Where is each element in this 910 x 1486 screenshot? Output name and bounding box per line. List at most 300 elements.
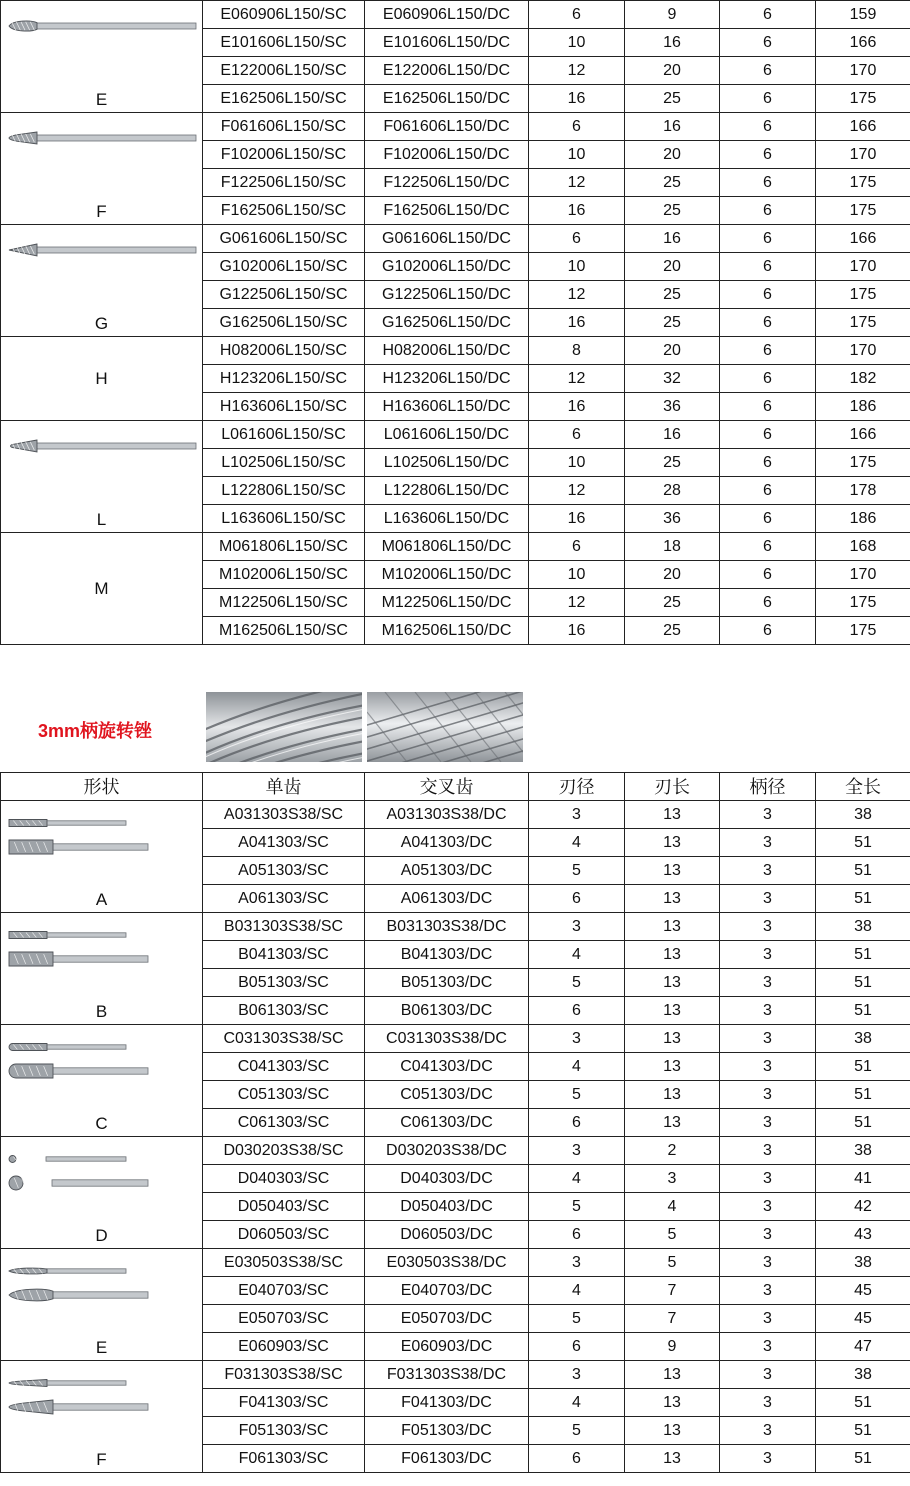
cutter-length: 13 — [625, 1081, 720, 1109]
shank-diameter: 3 — [720, 1361, 816, 1389]
double-cut-code: M122506L150/DC — [365, 589, 529, 617]
shank-diameter: 3 — [720, 1053, 816, 1081]
overall-length: 38 — [816, 913, 910, 941]
double-cut-code: C051303/DC — [365, 1081, 529, 1109]
double-cut-code: F102006L150/DC — [365, 141, 529, 169]
cutter-length: 13 — [625, 1389, 720, 1417]
single-cut-code: H123206L150/SC — [203, 365, 365, 393]
cutter-length: 9 — [625, 1333, 720, 1361]
shape-cell — [1, 113, 203, 225]
cutter-length: 13 — [625, 997, 720, 1025]
single-cut-code: B051303/SC — [203, 969, 365, 997]
overall-length: 186 — [816, 505, 910, 533]
cutter-length: 13 — [625, 913, 720, 941]
overall-length: 175 — [816, 449, 910, 477]
tree-round-burr-icon — [7, 123, 197, 153]
overall-length: 170 — [816, 57, 910, 85]
overall-length: 43 — [816, 1221, 910, 1249]
double-cut-code: E040703/DC — [365, 1277, 529, 1305]
double-cut-code: F041303/DC — [365, 1389, 529, 1417]
header-cutter-diameter: 刃径 — [529, 773, 625, 801]
double-cut-code: D030203S38/DC — [365, 1137, 529, 1165]
shank-diameter: 3 — [720, 1249, 816, 1277]
cutter-length: 25 — [625, 169, 720, 197]
cutter-length: 20 — [625, 141, 720, 169]
header-double-cut: 交叉齿 — [365, 773, 529, 801]
shank-diameter: 6 — [720, 617, 816, 645]
cutter-diameter: 10 — [529, 253, 625, 281]
shape-cell — [1, 913, 203, 1025]
double-cut-code: L163606L150/DC — [365, 505, 529, 533]
overall-length: 38 — [816, 1249, 910, 1277]
single-cut-code: M102006L150/SC — [203, 561, 365, 589]
overall-length: 170 — [816, 561, 910, 589]
single-cut-code: C041303/SC — [203, 1053, 365, 1081]
cylinder-ball-nose-burr-icon — [7, 1031, 197, 1087]
shank-diameter: 6 — [720, 57, 816, 85]
single-cut-code: E060903/SC — [203, 1333, 365, 1361]
double-cut-code: D040303/DC — [365, 1165, 529, 1193]
single-cut-code: G162506L150/SC — [203, 309, 365, 337]
shank-diameter: 3 — [720, 941, 816, 969]
overall-length: 166 — [816, 421, 910, 449]
tree-radius-burr-icon — [7, 1367, 197, 1423]
shank-diameter: 6 — [720, 449, 816, 477]
double-cut-texture-image — [367, 692, 523, 762]
shank-diameter: 6 — [720, 141, 816, 169]
shank-diameter: 3 — [720, 913, 816, 941]
overall-length: 51 — [816, 1053, 910, 1081]
shank-diameter: 3 — [720, 1305, 816, 1333]
shank-diameter: 3 — [720, 1221, 816, 1249]
cutter-length: 13 — [625, 1025, 720, 1053]
cutter-diameter: 6 — [529, 1109, 625, 1137]
cutter-diameter: 16 — [529, 197, 625, 225]
cutter-diameter: 10 — [529, 449, 625, 477]
single-cut-code: G102006L150/SC — [203, 253, 365, 281]
single-cut-code: A061303/SC — [203, 885, 365, 913]
shank-diameter: 3 — [720, 1025, 816, 1053]
cutter-length: 13 — [625, 857, 720, 885]
cutter-diameter: 10 — [529, 561, 625, 589]
shank-diameter: 6 — [720, 281, 816, 309]
overall-length: 186 — [816, 393, 910, 421]
cutter-length: 13 — [625, 1053, 720, 1081]
cutter-diameter: 12 — [529, 589, 625, 617]
table-row — [1, 1137, 910, 1165]
overall-length: 175 — [816, 281, 910, 309]
cutter-diameter: 16 — [529, 505, 625, 533]
cutter-length: 16 — [625, 113, 720, 141]
double-cut-code: G061606L150/DC — [365, 225, 529, 253]
cutter-length: 20 — [625, 253, 720, 281]
overall-length: 178 — [816, 477, 910, 505]
cutter-length: 13 — [625, 1361, 720, 1389]
shank-diameter: 3 — [720, 1137, 816, 1165]
shank-diameter: 6 — [720, 589, 816, 617]
double-cut-code: G102006L150/DC — [365, 253, 529, 281]
double-cut-code: D060503/DC — [365, 1221, 529, 1249]
cutter-length: 13 — [625, 801, 720, 829]
overall-length: 170 — [816, 141, 910, 169]
shank-diameter: 3 — [720, 1333, 816, 1361]
cutter-length: 4 — [625, 1193, 720, 1221]
single-cut-code: C031303S38/SC — [203, 1025, 365, 1053]
cutter-length: 3 — [625, 1165, 720, 1193]
cutter-diameter: 12 — [529, 281, 625, 309]
shank-diameter: 6 — [720, 533, 816, 561]
double-cut-code: B061303/DC — [365, 997, 529, 1025]
overall-length: 41 — [816, 1165, 910, 1193]
overall-length: 38 — [816, 801, 910, 829]
shank-diameter: 6 — [720, 393, 816, 421]
cutter-diameter: 6 — [529, 225, 625, 253]
single-cut-code: F061303/SC — [203, 1445, 365, 1473]
shank-diameter: 3 — [720, 997, 816, 1025]
overall-length: 38 — [816, 1025, 910, 1053]
shank-diameter: 3 — [720, 1389, 816, 1417]
cutter-length: 25 — [625, 281, 720, 309]
shank-diameter: 3 — [720, 829, 816, 857]
cutter-length: 18 — [625, 533, 720, 561]
single-cut-code: F031303S38/SC — [203, 1361, 365, 1389]
shank-diameter: 6 — [720, 197, 816, 225]
overall-length: 175 — [816, 589, 910, 617]
overall-length: 168 — [816, 533, 910, 561]
double-cut-code: H123206L150/DC — [365, 365, 529, 393]
single-cut-code: B041303/SC — [203, 941, 365, 969]
single-cut-code: C061303/SC — [203, 1109, 365, 1137]
cutter-length: 5 — [625, 1221, 720, 1249]
cutter-length: 2 — [625, 1137, 720, 1165]
cutter-diameter: 6 — [529, 885, 625, 913]
shank-diameter: 6 — [720, 365, 816, 393]
overall-length: 51 — [816, 1081, 910, 1109]
table-row — [1, 1025, 910, 1053]
cutter-diameter: 3 — [529, 1025, 625, 1053]
table-row — [1, 1249, 910, 1277]
overall-length: 166 — [816, 225, 910, 253]
double-cut-code: E101606L150/DC — [365, 29, 529, 57]
table-row — [1, 801, 910, 829]
cutter-diameter: 5 — [529, 1417, 625, 1445]
shank-diameter: 3 — [720, 801, 816, 829]
cutter-length: 25 — [625, 589, 720, 617]
cutter-diameter: 16 — [529, 617, 625, 645]
shape-cell — [1, 1, 203, 113]
overall-length: 51 — [816, 1389, 910, 1417]
double-cut-code: G162506L150/DC — [365, 309, 529, 337]
overall-length: 175 — [816, 169, 910, 197]
table-row — [1, 225, 910, 253]
shape-label: L — [96, 510, 107, 529]
double-cut-code: F061606L150/DC — [365, 113, 529, 141]
cutter-diameter: 6 — [529, 533, 625, 561]
table-row — [1, 113, 910, 141]
single-cut-code: M061806L150/SC — [203, 533, 365, 561]
cutter-diameter: 5 — [529, 1305, 625, 1333]
shank-diameter: 6 — [720, 29, 816, 57]
shank-diameter: 6 — [720, 169, 816, 197]
single-cut-code: F061606L150/SC — [203, 113, 365, 141]
shape-label: B — [95, 1002, 108, 1021]
spec-table-3mm — [0, 772, 910, 1473]
tree-ball-burr-icon — [7, 11, 197, 41]
cutter-diameter: 6 — [529, 113, 625, 141]
overall-length: 175 — [816, 309, 910, 337]
cutter-diameter: 4 — [529, 1165, 625, 1193]
single-cut-code: A051303/SC — [203, 857, 365, 885]
cylinder-burr-icon — [7, 807, 197, 863]
double-cut-code: E060906L150/DC — [365, 1, 529, 29]
single-cut-code: F051303/SC — [203, 1417, 365, 1445]
cutter-length: 28 — [625, 477, 720, 505]
cutter-length: 13 — [625, 1109, 720, 1137]
cutter-diameter: 3 — [529, 1249, 625, 1277]
cutter-diameter: 12 — [529, 365, 625, 393]
overall-length: 175 — [816, 197, 910, 225]
double-cut-code: C061303/DC — [365, 1109, 529, 1137]
shape-label: A — [95, 890, 108, 909]
shank-diameter: 3 — [720, 1417, 816, 1445]
shape-label: G — [94, 314, 109, 333]
single-cut-code: G061606L150/SC — [203, 225, 365, 253]
cutter-length: 16 — [625, 225, 720, 253]
cutter-length: 20 — [625, 57, 720, 85]
cutter-diameter: 5 — [529, 1193, 625, 1221]
shank-diameter: 3 — [720, 1081, 816, 1109]
header-cutter-length: 刃长 — [625, 773, 720, 801]
double-cut-code: L122806L150/DC — [365, 477, 529, 505]
double-cut-code: M061806L150/DC — [365, 533, 529, 561]
cutter-length: 13 — [625, 1417, 720, 1445]
double-cut-code: C031303S38/DC — [365, 1025, 529, 1053]
cutter-diameter: 5 — [529, 1081, 625, 1109]
overall-length: 170 — [816, 253, 910, 281]
overall-length: 166 — [816, 29, 910, 57]
double-cut-code: H082006L150/DC — [365, 337, 529, 365]
overall-length: 51 — [816, 997, 910, 1025]
shape-label: E — [95, 1338, 108, 1357]
double-cut-code: F162506L150/DC — [365, 197, 529, 225]
double-cut-code: E050703/DC — [365, 1305, 529, 1333]
single-cut-code: D040303/SC — [203, 1165, 365, 1193]
header-row — [1, 773, 910, 801]
cylinder-end-cut-burr-icon — [7, 919, 197, 975]
single-cut-code: B061303/SC — [203, 997, 365, 1025]
shank-diameter: 6 — [720, 85, 816, 113]
double-cut-code: L061606L150/DC — [365, 421, 529, 449]
cutter-length: 9 — [625, 1, 720, 29]
single-cut-code: F162506L150/SC — [203, 197, 365, 225]
spec-table-6mm — [0, 0, 910, 645]
shank-diameter: 3 — [720, 885, 816, 913]
overall-length: 51 — [816, 1417, 910, 1445]
single-cut-code: M162506L150/SC — [203, 617, 365, 645]
cutter-length: 5 — [625, 1249, 720, 1277]
single-cut-code: C051303/SC — [203, 1081, 365, 1109]
overall-length: 51 — [816, 941, 910, 969]
oval-burr-icon — [7, 1255, 197, 1311]
cutter-diameter: 6 — [529, 1221, 625, 1249]
single-cut-code: F041303/SC — [203, 1389, 365, 1417]
shank-diameter: 3 — [720, 1193, 816, 1221]
shank-diameter: 6 — [720, 561, 816, 589]
cutter-length: 20 — [625, 561, 720, 589]
single-cut-code: E060906L150/SC — [203, 1, 365, 29]
double-cut-code: B051303/DC — [365, 969, 529, 997]
table-row — [1, 913, 910, 941]
double-cut-code: D050403/DC — [365, 1193, 529, 1221]
shank-diameter: 3 — [720, 857, 816, 885]
double-cut-code: M162506L150/DC — [365, 617, 529, 645]
shank-diameter: 6 — [720, 337, 816, 365]
shape-cell — [1, 1361, 203, 1473]
cutter-diameter: 5 — [529, 857, 625, 885]
double-cut-code: A031303S38/DC — [365, 801, 529, 829]
cutter-length: 25 — [625, 85, 720, 113]
cutter-diameter: 12 — [529, 169, 625, 197]
cutter-length: 25 — [625, 309, 720, 337]
cutter-diameter: 3 — [529, 801, 625, 829]
double-cut-code: A061303/DC — [365, 885, 529, 913]
single-cut-code: E122006L150/SC — [203, 57, 365, 85]
single-cut-code: M122506L150/SC — [203, 589, 365, 617]
shank-diameter: 6 — [720, 309, 816, 337]
shank-diameter: 6 — [720, 505, 816, 533]
double-cut-code: G122506L150/DC — [365, 281, 529, 309]
overall-length: 38 — [816, 1361, 910, 1389]
shank-diameter: 6 — [720, 113, 816, 141]
double-cut-code: M102006L150/DC — [365, 561, 529, 589]
cutter-diameter: 6 — [529, 1, 625, 29]
cutter-length: 13 — [625, 941, 720, 969]
shank-diameter: 6 — [720, 253, 816, 281]
cutter-length: 13 — [625, 969, 720, 997]
cutter-length: 13 — [625, 829, 720, 857]
single-cut-code: B031303S38/SC — [203, 913, 365, 941]
overall-length: 38 — [816, 1137, 910, 1165]
shape-label: E — [95, 90, 108, 109]
double-cut-code: L102506L150/DC — [365, 449, 529, 477]
table-row — [1, 421, 910, 449]
overall-length: 42 — [816, 1193, 910, 1221]
cutter-diameter: 10 — [529, 141, 625, 169]
overall-length: 47 — [816, 1333, 910, 1361]
table-row — [1, 1, 910, 29]
single-cut-code: H082006L150/SC — [203, 337, 365, 365]
cutter-length: 25 — [625, 617, 720, 645]
overall-length: 170 — [816, 337, 910, 365]
cutter-length: 20 — [625, 337, 720, 365]
overall-length: 51 — [816, 969, 910, 997]
cutter-diameter: 16 — [529, 393, 625, 421]
single-cut-code: E162506L150/SC — [203, 85, 365, 113]
cutter-length: 32 — [625, 365, 720, 393]
single-cut-code: L122806L150/SC — [203, 477, 365, 505]
cutter-length: 13 — [625, 885, 720, 913]
single-cut-code: A031303S38/SC — [203, 801, 365, 829]
cutter-diameter: 3 — [529, 1361, 625, 1389]
shank-diameter: 3 — [720, 1165, 816, 1193]
section-title: 3mm柄旋转锉 — [38, 721, 153, 741]
single-cut-code: G122506L150/SC — [203, 281, 365, 309]
shape-cell — [1, 1137, 203, 1249]
cutter-diameter: 4 — [529, 1389, 625, 1417]
single-cut-code: L061606L150/SC — [203, 421, 365, 449]
ball-burr-icon — [7, 1143, 197, 1199]
shape-label: M — [94, 579, 109, 598]
single-cut-code: A041303/SC — [203, 829, 365, 857]
double-cut-code: A051303/DC — [365, 857, 529, 885]
cone-radius-burr-icon — [7, 431, 197, 461]
shank-diameter: 6 — [720, 225, 816, 253]
shape-cell — [1, 801, 203, 913]
double-cut-code: B041303/DC — [365, 941, 529, 969]
double-cut-code: F061303/DC — [365, 1445, 529, 1473]
header-shape: 形状 — [1, 773, 203, 801]
cutter-diameter: 5 — [529, 969, 625, 997]
shape-label: D — [95, 1226, 108, 1245]
double-cut-code: E122006L150/DC — [365, 57, 529, 85]
double-cut-code: A041303/DC — [365, 829, 529, 857]
shape-label: F — [96, 202, 107, 221]
shank-diameter: 3 — [720, 969, 816, 997]
shape-cell — [1, 533, 203, 645]
overall-length: 51 — [816, 885, 910, 913]
cutter-length: 36 — [625, 505, 720, 533]
shape-cell — [1, 337, 203, 421]
overall-length: 51 — [816, 1109, 910, 1137]
cutter-length: 7 — [625, 1277, 720, 1305]
overall-length: 51 — [816, 857, 910, 885]
single-cut-code: D060503/SC — [203, 1221, 365, 1249]
cutter-length: 25 — [625, 449, 720, 477]
shank-diameter: 3 — [720, 1445, 816, 1473]
cutter-diameter: 3 — [529, 1137, 625, 1165]
cutter-length: 25 — [625, 197, 720, 225]
double-cut-code: F051303/DC — [365, 1417, 529, 1445]
overall-length: 166 — [816, 113, 910, 141]
single-cut-code: L163606L150/SC — [203, 505, 365, 533]
cutter-length: 13 — [625, 1445, 720, 1473]
cutter-length: 16 — [625, 421, 720, 449]
table-row — [1, 337, 910, 365]
cutter-diameter: 10 — [529, 29, 625, 57]
overall-length: 175 — [816, 85, 910, 113]
overall-length: 175 — [816, 617, 910, 645]
single-cut-code: D050403/SC — [203, 1193, 365, 1221]
table-row — [1, 533, 910, 561]
cutter-length: 7 — [625, 1305, 720, 1333]
cutter-diameter: 4 — [529, 1277, 625, 1305]
shape-label: F — [96, 1450, 107, 1469]
double-cut-code: E060903/DC — [365, 1333, 529, 1361]
overall-length: 182 — [816, 365, 910, 393]
cutter-diameter: 6 — [529, 1333, 625, 1361]
shape-label: H — [95, 369, 108, 388]
shape-cell — [1, 421, 203, 533]
cutter-diameter: 4 — [529, 1053, 625, 1081]
overall-length: 51 — [816, 1445, 910, 1473]
shape-cell — [1, 1025, 203, 1137]
shank-diameter: 6 — [720, 477, 816, 505]
single-cut-code: F122506L150/SC — [203, 169, 365, 197]
double-cut-code: E162506L150/DC — [365, 85, 529, 113]
cutter-diameter: 4 — [529, 829, 625, 857]
single-cut-code: E030503S38/SC — [203, 1249, 365, 1277]
cutter-diameter: 16 — [529, 85, 625, 113]
